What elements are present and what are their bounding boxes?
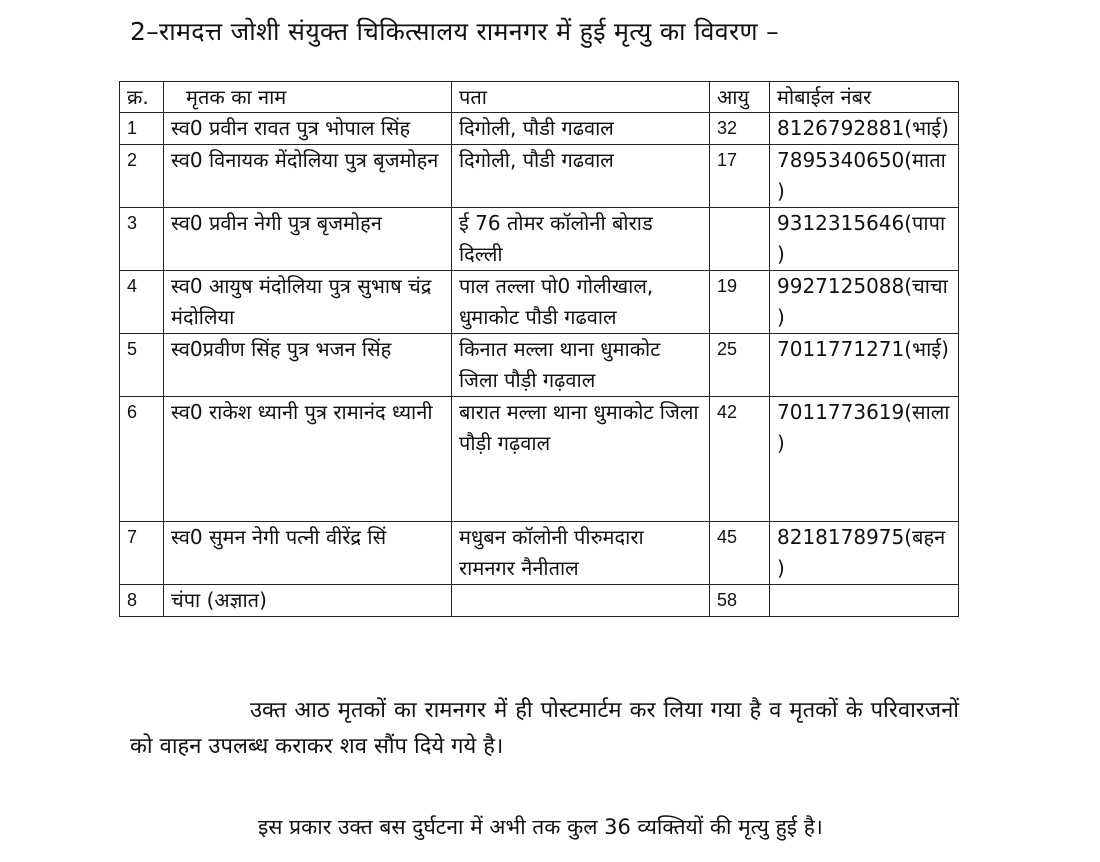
- cell-name: स्व0 विनायक मेंदोलिया पुत्र बृजमोहन: [164, 145, 452, 208]
- cell-age: 25: [710, 334, 770, 397]
- cell-mobile: 8218178975(बहन): [770, 522, 959, 585]
- cell-age: [710, 208, 770, 271]
- cell-serial: 3: [120, 208, 164, 271]
- header-address: पता: [452, 82, 710, 113]
- cell-serial: 7: [120, 522, 164, 585]
- cell-address: बारात मल्ला थाना धुमाकोट जिला पौड़ी गढ़वाल: [452, 397, 710, 522]
- cell-name: स्व0 प्रवीन नेगी पुत्र बृजमोहन: [164, 208, 452, 271]
- table-row: [120, 334, 959, 397]
- cell-mobile: 7895340650(माता): [770, 145, 959, 208]
- cell-mobile: 7011771271(भाई): [770, 334, 959, 397]
- cell-name: स्व0प्रवीण सिंह पुत्र भजन सिंह: [164, 334, 452, 397]
- cell-serial: 5: [120, 334, 164, 397]
- cell-address: किनात मल्ला थाना धुमाकोट जिला पौड़ी गढ़वाल: [452, 334, 710, 397]
- cell-address: पाल तल्ला पो0 गोलीखाल, धुमाकोट पौडी गढवाल: [452, 271, 710, 334]
- deceased-table: [119, 81, 959, 617]
- header-serial: क्र.: [120, 82, 164, 113]
- cell-name: स्व0 प्रवीन रावत पुत्र भोपाल सिंह: [164, 113, 452, 145]
- total-deaths-statement: इस प्रकार उक्त बस दुर्घटना में अभी तक कुल 36 व्यक्तियों की मृत्यु हुई है।: [258, 815, 823, 839]
- cell-name: चंपा (अज्ञात): [164, 585, 452, 617]
- header-age: आयु: [710, 82, 770, 113]
- cell-address: दिगोली, पौडी गढवाल: [452, 145, 710, 208]
- postmortem-paragraph: उक्त आठ मृतकों का रामनगर में ही पोस्टमार्टम कर लिया गया है व मृतकों के परिवारजनों को वाहन उपलब्ध कराकर शव सौंप दिये गये है।: [130, 698, 959, 759]
- cell-mobile: 9927125088(चाचा): [770, 271, 959, 334]
- cell-age: 42: [710, 397, 770, 522]
- table-row: [120, 208, 959, 271]
- cell-name: स्व0 सुमन नेगी पत्नी वीरेंद्र सिं: [164, 522, 452, 585]
- cell-mobile: [770, 585, 959, 617]
- cell-age: 58: [710, 585, 770, 617]
- cell-age: 19: [710, 271, 770, 334]
- cell-address: दिगोली, पौडी गढवाल: [452, 113, 710, 145]
- cell-mobile: 9312315646(पापा): [770, 208, 959, 271]
- cell-serial: 2: [120, 145, 164, 208]
- cell-age: 32: [710, 113, 770, 145]
- table-header-row: [120, 82, 959, 113]
- table-row: [120, 522, 959, 585]
- cell-age: 17: [710, 145, 770, 208]
- cell-age: 45: [710, 522, 770, 585]
- table-row: [120, 397, 959, 522]
- table-row: [120, 113, 959, 145]
- header-name: मृतक का नाम: [164, 82, 452, 113]
- table-row: [120, 271, 959, 334]
- cell-mobile: 8126792881(भाई): [770, 113, 959, 145]
- cell-address: [452, 585, 710, 617]
- cell-serial: 4: [120, 271, 164, 334]
- cell-name: स्व0 राकेश ध्यानी पुत्र रामानंद ध्यानी: [164, 397, 452, 522]
- cell-serial: 8: [120, 585, 164, 617]
- cell-name: स्व0 आयुष मंदोलिया पुत्र सुभाष चंद्र मंदोलिया: [164, 271, 452, 334]
- cell-serial: 6: [120, 397, 164, 522]
- cell-serial: 1: [120, 113, 164, 145]
- table-row: [120, 145, 959, 208]
- section-heading: 2–रामदत्त जोशी संयुक्त चिकित्सालय रामनगर में हुई मृत्यु का विवरण –: [130, 17, 779, 46]
- header-mobile: मोबाईल नंबर: [770, 82, 959, 113]
- table-row: [120, 585, 959, 617]
- cell-mobile: 7011773619(साला): [770, 397, 959, 522]
- cell-address: मधुबन कॉलोनी पीरुमदारा रामनगर नैनीताल: [452, 522, 710, 585]
- cell-address: ई 76 तोमर कॉलोनी बोराड दिल्ली: [452, 208, 710, 271]
